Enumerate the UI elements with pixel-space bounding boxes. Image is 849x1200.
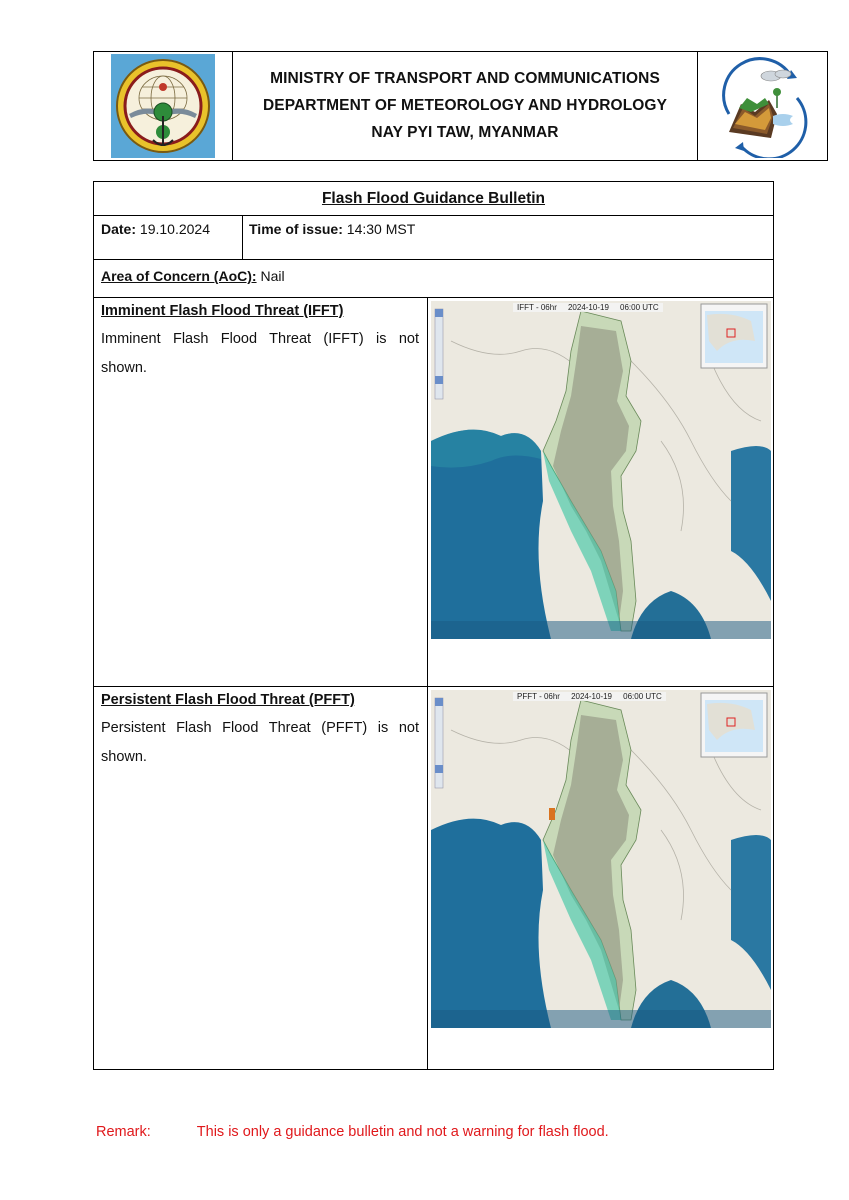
letterhead — [93, 51, 828, 161]
time-cell — [243, 216, 773, 259]
remark-text: This is only a guidance bulletin and not a warning for flash flood. — [196, 1124, 609, 1140]
ministry-emblem-cell — [94, 52, 233, 160]
pfft-map-title: PFFT - 06hr 2024-10-19 06:00 UTC — [513, 692, 666, 701]
hydrological-cycle-icon — [711, 54, 815, 158]
date-cell — [94, 216, 243, 259]
ifft-map-cell — [428, 298, 773, 686]
date-value: 19.10.2024 — [139, 221, 210, 237]
pfft-row — [94, 687, 773, 1069]
pfft-text-cell — [94, 687, 428, 1069]
time-label: Time of issue: — [249, 221, 343, 237]
bulletin-title: Flash Flood Guidance Bulletin — [321, 189, 546, 207]
ifft-body: Imminent Flash Flood Threat (IFFT) is not shown. — [101, 331, 419, 376]
department-name: DEPARTMENT OF METEOROLOGY AND HYDROLOGY — [262, 97, 668, 114]
pfft-map-image — [431, 690, 771, 1028]
pfft-body: Persistent Flash Flood Threat (PFFT) is not shown. — [101, 720, 419, 765]
ifft-text-cell — [94, 298, 428, 686]
ifft-map-image — [431, 301, 771, 639]
location: NAY PYI TAW, MYANMAR — [371, 124, 559, 141]
aoc-value: Nail — [260, 268, 285, 284]
remark — [96, 1124, 609, 1140]
ifft-map — [431, 301, 771, 639]
bulletin-table — [93, 181, 774, 1070]
ifft-heading: Imminent Flash Flood Threat (IFFT) — [101, 303, 344, 319]
aoc-label: Area of Concern (AoC): — [101, 268, 257, 284]
department-logo-cell — [698, 52, 827, 160]
letterhead-titles — [233, 52, 698, 160]
date-label: Date: — [101, 221, 137, 237]
date-time-row — [94, 216, 773, 260]
pfft-heading: Persistent Flash Flood Threat (PFFT) — [101, 692, 355, 708]
time-value: 14:30 MST — [346, 221, 416, 237]
pfft-map — [431, 690, 771, 1028]
area-of-concern-row — [94, 260, 773, 298]
ministry-name: MINISTRY OF TRANSPORT AND COMMUNICATIONS — [270, 70, 660, 87]
ifft-row — [94, 298, 773, 687]
ifft-map-title: IFFT - 06hr 2024-10-19 06:00 UTC — [513, 303, 663, 312]
ministry-emblem-icon — [111, 54, 215, 158]
remark-label: Remark: — [96, 1124, 151, 1140]
pfft-map-cell — [428, 687, 773, 1069]
bulletin-title-row — [94, 182, 773, 216]
